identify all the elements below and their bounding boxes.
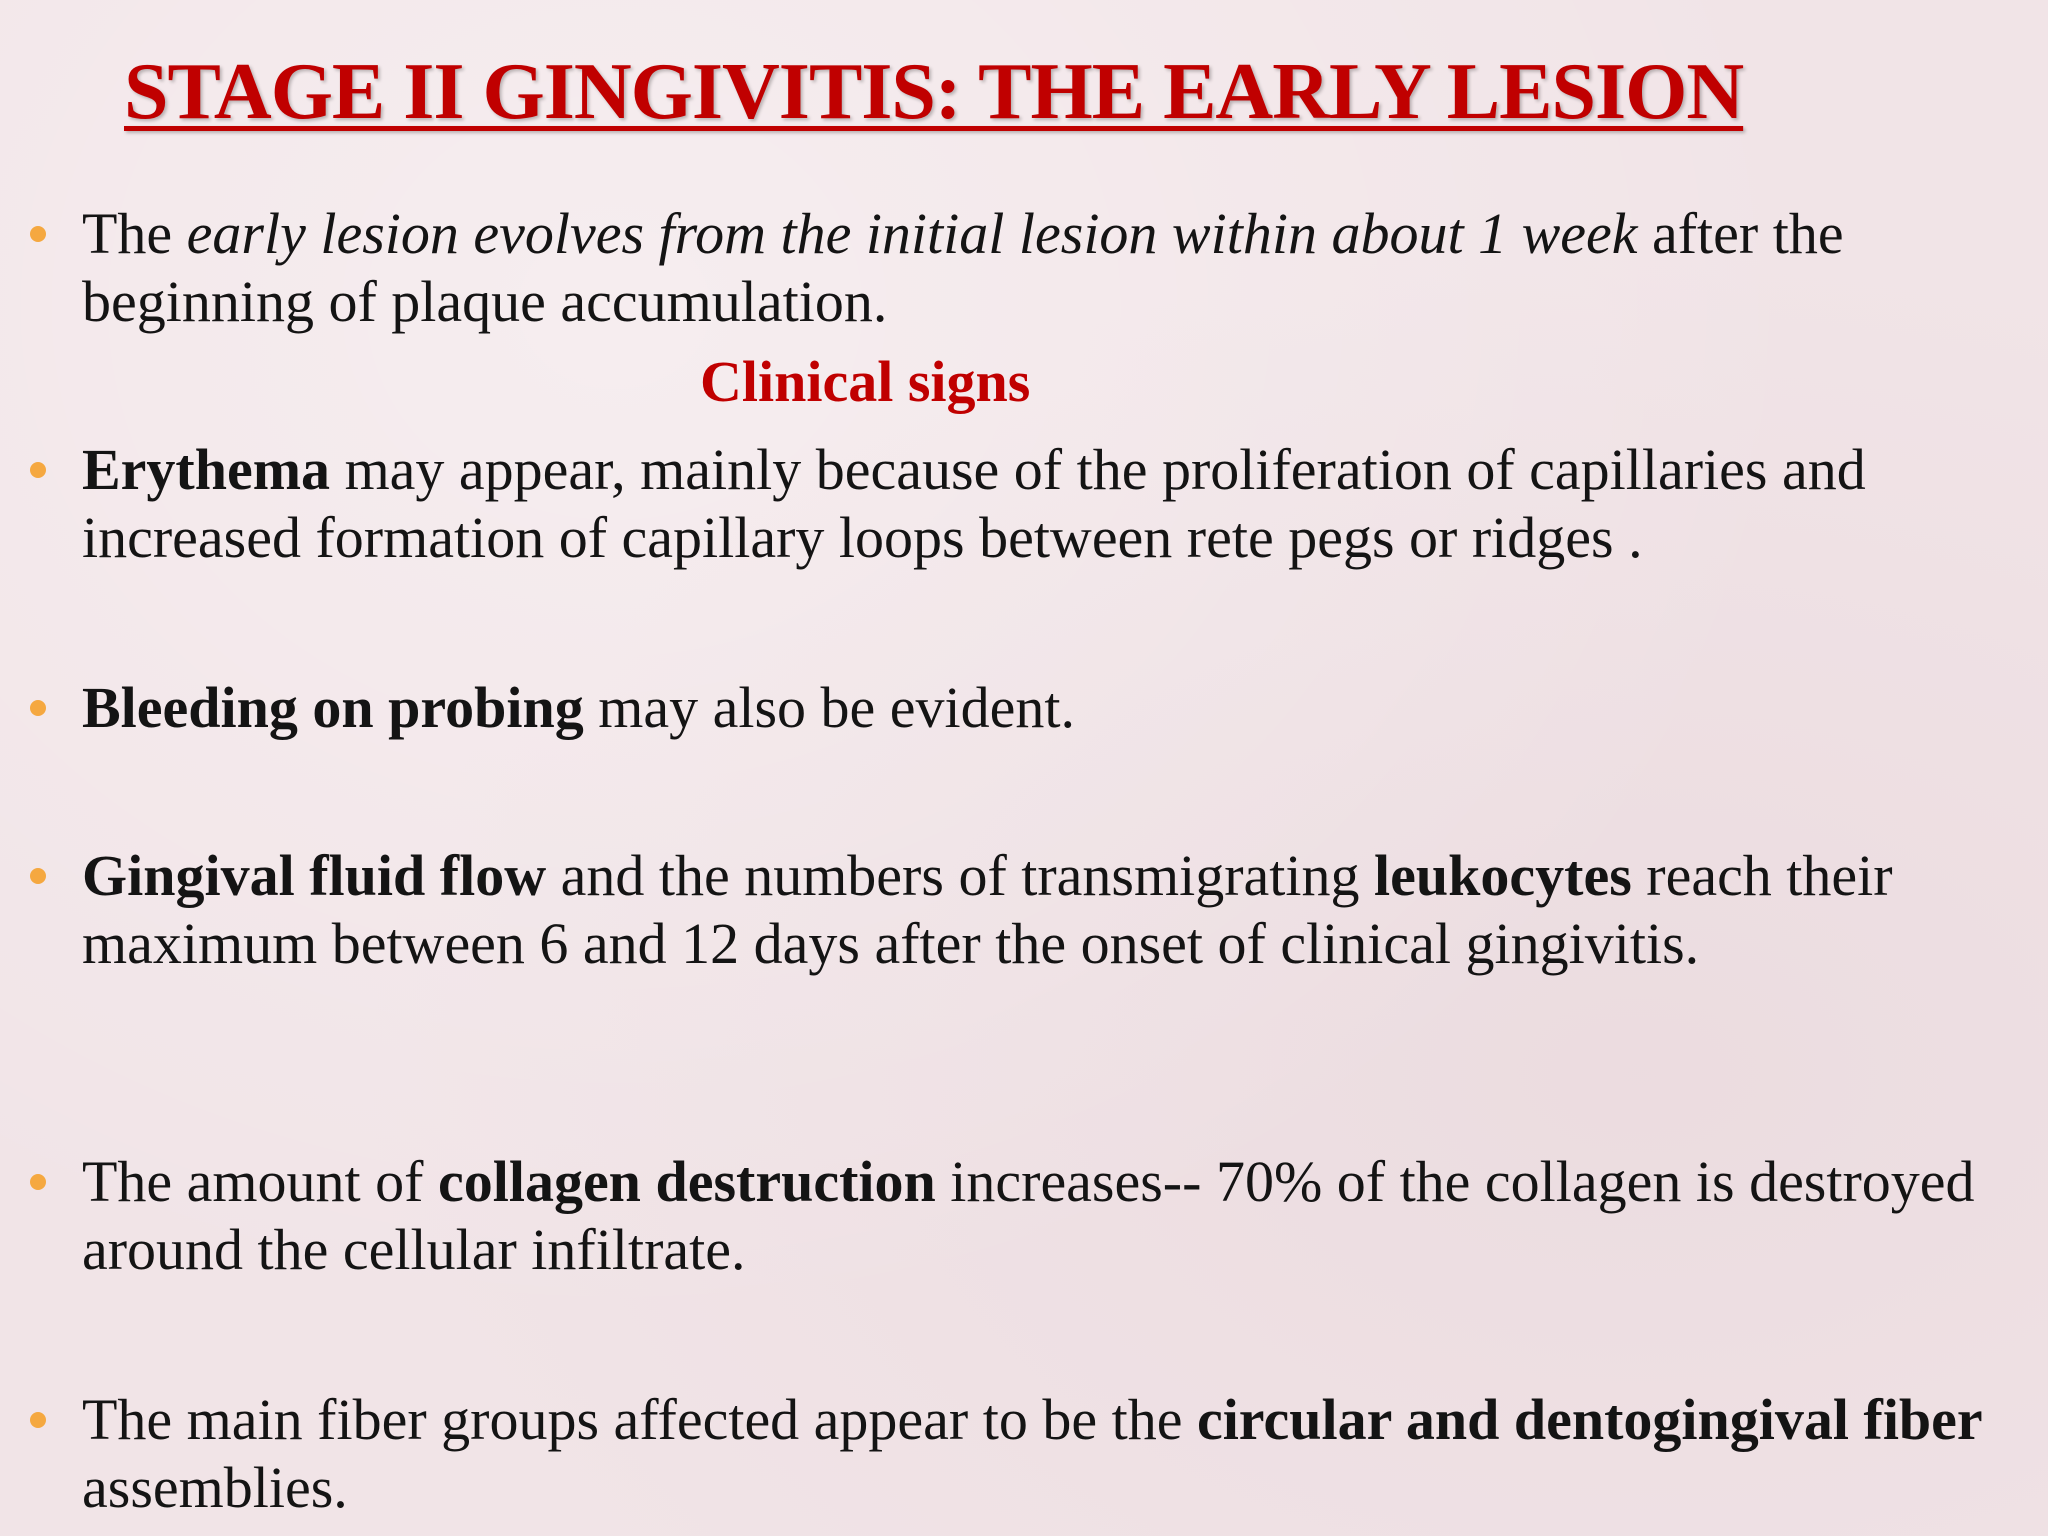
bullet-dot-icon — [30, 700, 46, 716]
text: after the beginning of plaque accumulation. — [82, 201, 1844, 334]
bullet-item-early-lesion — [82, 200, 2022, 336]
bold-text: Bleeding on probing — [82, 675, 584, 740]
text: may also be evident. — [583, 675, 1076, 740]
bold-text: Gingival fluid flow — [82, 843, 547, 908]
bullet-dot-icon — [30, 462, 46, 478]
text: The amount of — [82, 1149, 438, 1214]
italic-text: early lesion evolves from the initial lesion within about 1 week — [186, 201, 1638, 266]
bullet-item-gingival-fluid — [82, 842, 2022, 978]
clinical-signs-heading: Clinical signs — [700, 349, 1031, 414]
text: The main fiber groups affected appear to be the — [82, 1387, 1197, 1452]
slide-title: STAGE II GINGIVITIS: THE EARLY LESION — [124, 48, 1744, 136]
bullet-dot-icon — [30, 1174, 46, 1190]
text: The — [82, 201, 187, 266]
bullet-dot-icon — [30, 868, 46, 884]
text: may appear, mainly because of the proliferation of capillaries and increased formation of capillary loops between rete pegs or ridges . — [82, 437, 1866, 570]
bullet-item-collagen — [82, 1148, 2022, 1284]
bold-text: leukocytes — [1374, 843, 1632, 908]
text: and the numbers of transmigrating — [546, 843, 1375, 908]
bullet-dot-icon — [30, 226, 46, 242]
bullet-item-fiber-groups — [82, 1386, 2022, 1522]
bullet-dot-icon — [30, 1412, 46, 1428]
bold-text: circular and dentogingival fiber — [1196, 1387, 1983, 1452]
bullet-item-bleeding — [82, 674, 2022, 742]
text: assemblies. — [82, 1455, 348, 1520]
bold-text: collagen destruction — [437, 1149, 936, 1214]
bullet-item-erythema — [82, 436, 2022, 572]
text: increases-- 70% of the collagen is destroyed around the cellular infiltrate. — [82, 1149, 1975, 1282]
text: reach their maximum between 6 and 12 days after the onset of clinical gingivitis. — [82, 843, 1893, 976]
bold-text: Erythema — [82, 437, 331, 502]
